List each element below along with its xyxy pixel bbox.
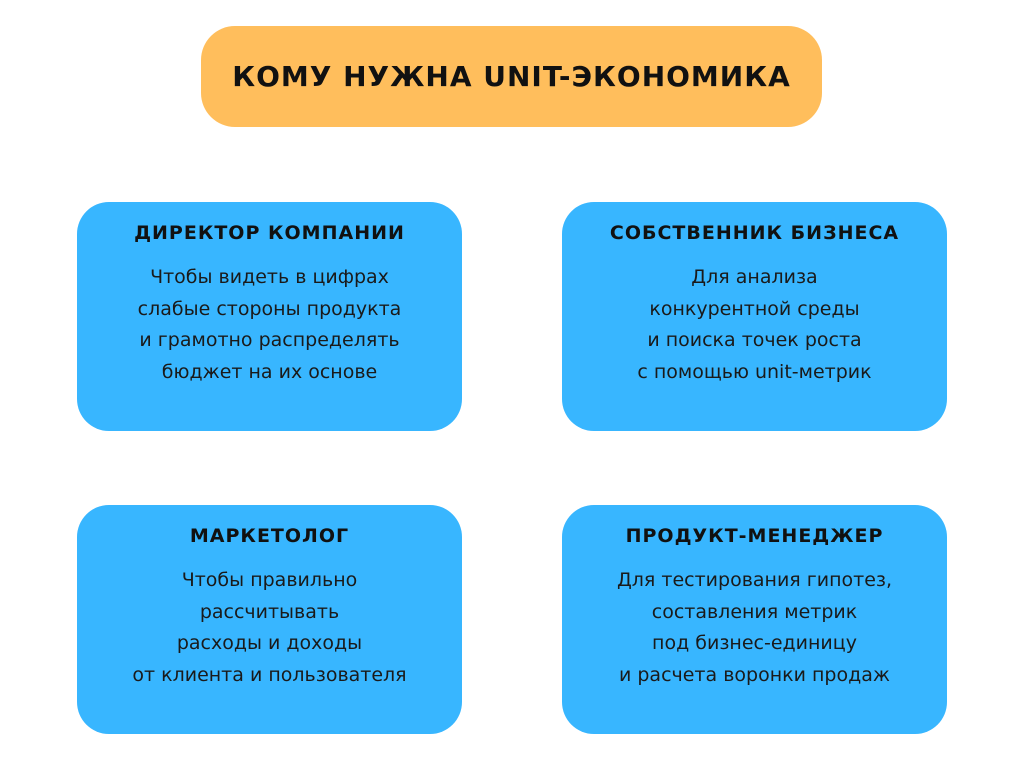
card-line: и грамотно распределять (139, 329, 400, 351)
card-body (77, 565, 462, 691)
card-owner (562, 202, 947, 431)
card-line: слабые стороны продукта (137, 297, 402, 320)
card-line: рассчитывать (199, 600, 340, 623)
card-line: конкурентной среды (649, 297, 860, 320)
page-title: КОМУ НУЖНА UNIT-ЭКОНОМИКА (232, 60, 791, 93)
card-title: ПРОДУКТ-МЕНЕДЖЕР (625, 525, 884, 547)
card-body (77, 262, 462, 388)
card-line: Для тестирования гипотез, (616, 569, 893, 591)
card-line: с помощью unit-метрик (637, 360, 872, 383)
card-line: Чтобы видеть в цифрах (150, 266, 389, 288)
card-title: СОБСТВЕННИК БИЗНЕСА (609, 222, 900, 244)
card-line: Чтобы правильно (181, 569, 358, 591)
title-box (201, 26, 822, 127)
card-line: составления метрик (651, 600, 858, 623)
card-line: бюджет на их основе (161, 360, 378, 383)
card-line: под бизнес-единицу (652, 632, 857, 654)
card-line: и поиска точек роста (647, 329, 862, 351)
card-line: Для анализа (691, 266, 818, 288)
card-director (77, 202, 462, 431)
card-body (562, 262, 947, 388)
card-line: и расчета воронки продаж (618, 663, 890, 686)
card-title: ДИРЕКТОР КОМПАНИИ (134, 222, 405, 244)
card-body (562, 565, 947, 691)
card-line: расходы и доходы (176, 632, 363, 654)
card-line: от клиента и пользователя (132, 663, 407, 686)
card-title: МАРКЕТОЛОГ (189, 525, 350, 547)
card-product-manager (562, 505, 947, 734)
card-marketer (77, 505, 462, 734)
